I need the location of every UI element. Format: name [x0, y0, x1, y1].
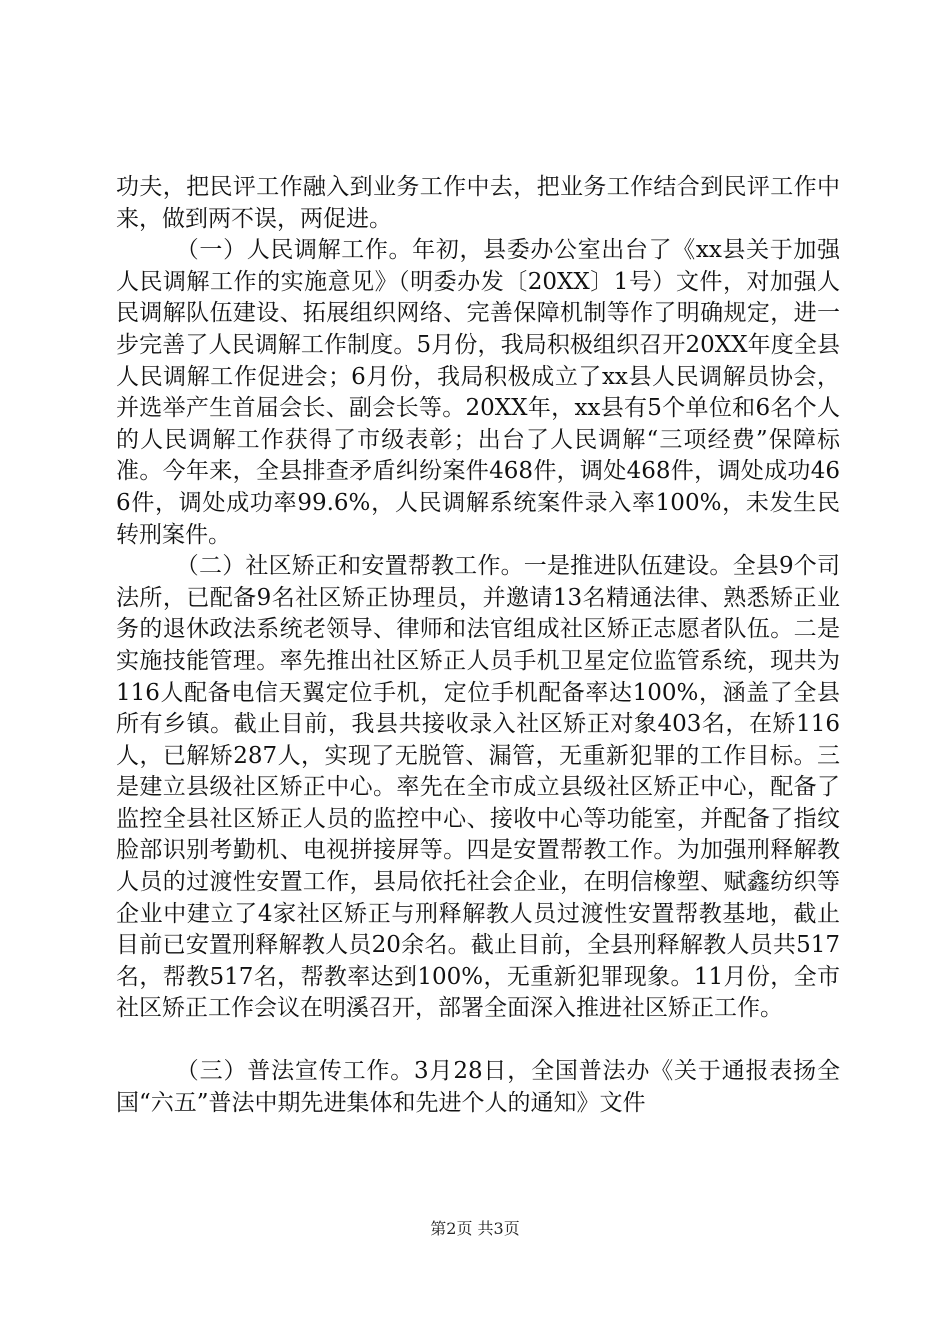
document-body — [116, 172, 840, 1119]
page-footer: 第2页 共3页 — [430, 1219, 520, 1238]
paragraph-law-publicity: （三）普法宣传工作。3月28日，全国普法办《关于通报表扬全国“六五”普法中期先进集体和先进个人的通知》文件 — [116, 1058, 840, 1116]
paragraph-continuation: 功夫，把民评工作融入到业务工作中去，把业务工作结合到民评工作中来，做到两不误，两促进。 — [116, 174, 840, 232]
paragraph-community-correction: （二）社区矫正和安置帮教工作。一是推进队伍建设。全县9个司法所，已配备9名社区矫正协理员，并邀请13名精通法律、熟悉矫正业务的退休政法系统老领导、律师和法官组成社区矫正志愿者队伍。二是实施技能管理。率先推出社区矫正人员手机卫星定位监管系统，现共为116人配备电信天翼定位手机，定位手机配备率达100%，涵盖了全县所有乡镇。截止目前，我县共接收录入社区矫正对象403名，在矫116人，已解矫287人，实现了无脱管、漏管，无重新犯罪的工作目标。三是建立县级社区矫正中心。率先在全市成立县级社区矫正中心，配备了监控全县社区矫正人员的监控中心、接收中心等功能室，并配备了指纹脸部识别考勤机、电视拼接屏等。四是安置帮教工作。为加强刑释解教人员的过渡性安置工作，县局依托社会企业，在明信橡塑、赋鑫纺织等企业中建立了4家社区矫正与刑释解教人员过渡性安置帮教基地，截止目前已安置刑释解教人员20余名。截止目前，全县刑释解教人员共517名，帮教517名，帮教率达到100%，无重新犯罪现象。11月份，全市社区矫正工作会议在明溪召开，部署全面深入推进社区矫正工作。 — [116, 553, 840, 1022]
paragraph-people-mediation: （一）人民调解工作。年初，县委办公室出台了《xx县关于加强人民调解工作的实施意见》（明委办发〔20XX〕1号）文件，对加强人民调解队伍建设、拓展组织网络、完善保障机制等作了明确规定，进一步完善了人民调解工作制度。5月份，我局积极组织召开20XX年度全县人民调解工作促进会；6月份，我局积极成立了xx县人民调解员协会，并选举产生首届会长、副会长等。20XX年，xx县有5个单位和6名个人的人民调解工作获得了市级表彰；出台了人民调解“三项经费”保障标准。今年来，全县排查矛盾纠纷案件468件，调处468件，调处成功466件，调处成功率99.6%，人民调解系统案件录入率100%，未发生民转刑案件。 — [116, 237, 840, 548]
